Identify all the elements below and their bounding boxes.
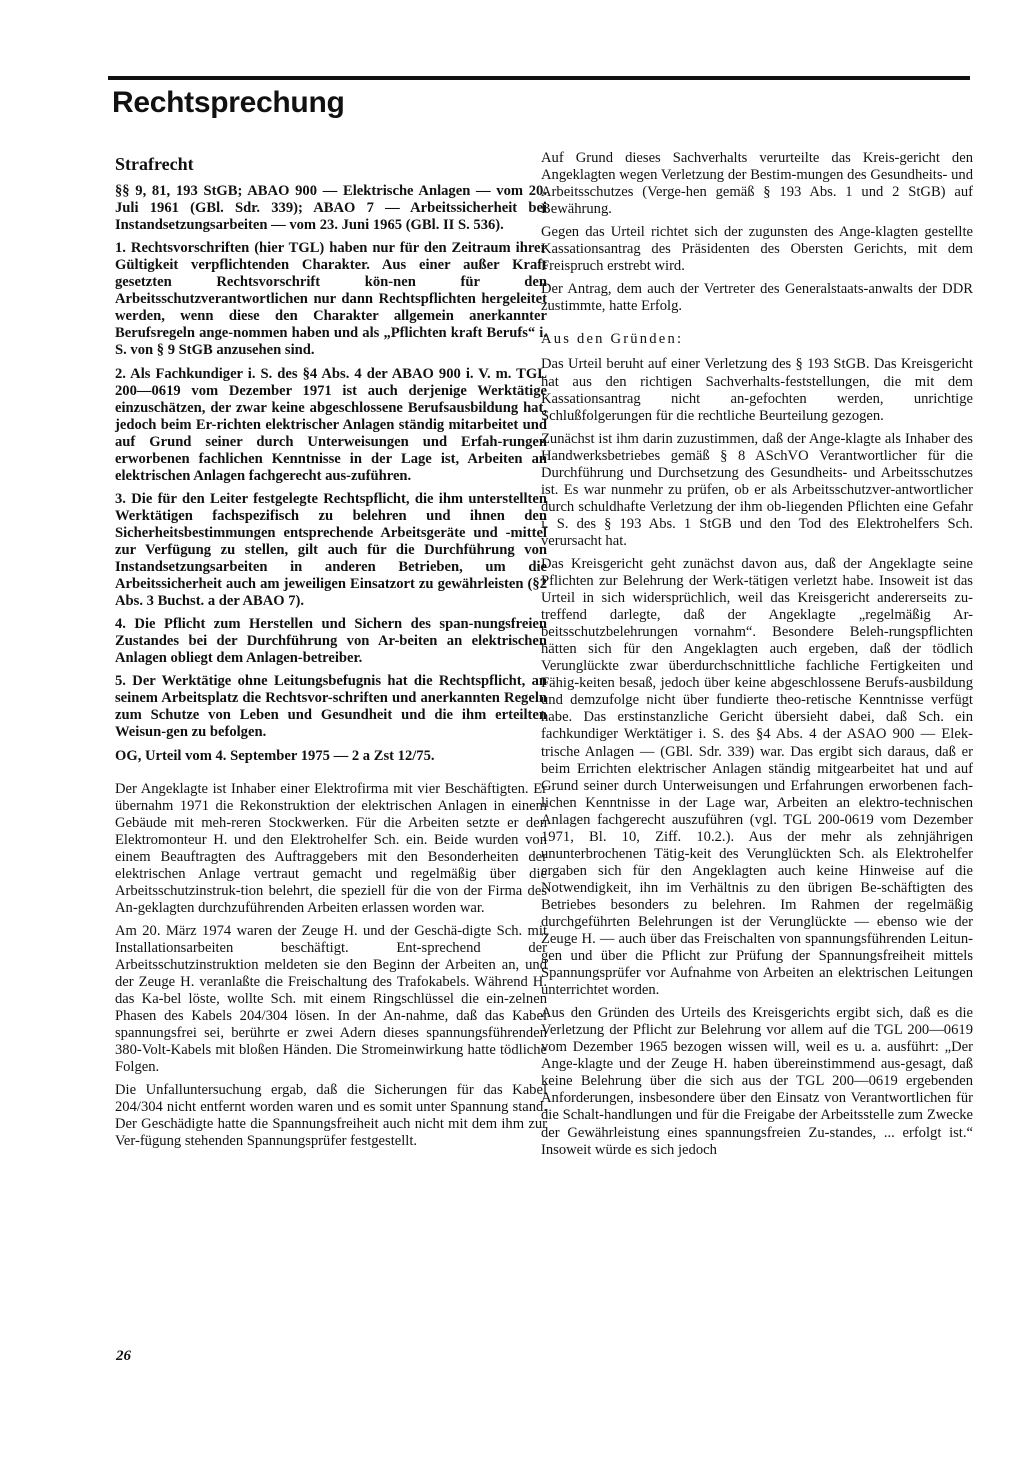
headnote-3: 3. Die für den Leiter festgelegte Rechtspflicht, die ihm unterstellten Werktätigen fachspezifisch zu belehren und ihnen den Sicherheitsbestimmungen entsprechende Arbeitsgeräte und -mittel zur Verfügung zu stellen, gilt auch für die Durchführung von Instandsetzungsarbeiten in anderen Betrieben, um die Arbeitssicherheit auch am jeweiligen Einsatzort zu gewährleisten (§2 Abs. 3 Buchst. a der ABAO 7).	[115, 490, 547, 610]
case-citation: OG, Urteil vom 4. September 1975 — 2 a Zst 12/75.	[115, 747, 435, 764]
page-number: 26	[116, 1348, 131, 1364]
body-paragraph: Am 20. März 1974 waren der Zeuge H. und der Geschä-digte Sch. mit Installationsarbeiten beschäftigt. Ent-sprechend der Arbeitsschutzinstruktion meldeten sie den Beginn der Arbeiten an, und der Zeuge H. veranlaßte die Freischaltung des Trafokabels. Während H. das Ka-bel löste, wollte Sch. mit einem Ringschlüssel die ein-zelnen Phasen des Kabels 204/304 lösen. In der An-nahme, daß das Kabel spannungsfrei sei, berührte er zwei Adern dieses spannungsführenden 380-Volt-Kabels mit bloßen Händen. Die Stromeinwirkung hatte tödliche Folgen.	[115, 922, 547, 1076]
page-title: Rechtsprechung	[112, 86, 345, 119]
body-paragraph: Gegen das Urteil richtet sich der zugunsten des Ange-klagten gestellte Kassationsantrag des Präsidenten des Obersten Gerichts, mit dem Freispruch erstrebt wird.	[541, 224, 973, 275]
body-paragraph: Das Urteil beruht auf einer Verletzung des § 193 StGB. Das Kreisgericht hat aus den richtigen Sachverhalts-feststellungen, die mit dem Kassationsantrag nicht an-gefochten werden, unrichtige Schlußfolgerungen für die rechtliche Beurteilung gezogen.	[541, 356, 973, 424]
legal-basis: §§ 9, 81, 193 StGB; ABAO 900 — Elektrische Anlagen — vom 20. Juli 1961 (GBl. Sdr. 339); ABAO 7 — Arbeitssicherheit bei Instandsetzungsarbeiten — vom 23. Juni 1965 (GBl. II S. 536).	[115, 183, 547, 234]
left-column	[115, 150, 547, 1157]
headnote-1: 1. Rechtsvorschriften (hier TGL) haben nur für den Zeitraum ihrer Gültigkeit verpflichtenden Charakter. Aus einer außer Kraft gesetzten Rechtsvorschrift kön-nen für den Arbeitsschutzverantwortlichen nur dann Rechtspflichten hergeleitet werden, wenn diese den Charakter allgemein anerkannter Berufsregeln ange-nommen haben und als „Pflichten kraft Berufs“ i. S. von § 9 StGB anzusehen sind.	[115, 240, 547, 359]
headnote-2: 2. Als Fachkundiger i. S. des §4 Abs. 4 der ABAO 900 i. V. m. TGL 200—0619 vom Dezember 1971 ist auch derjenige Werktätige einzuschätzen, der zwar keine abgeschlossene Berufsausbildung hat, jedoch beim Er-richten elektrischer Anlagen ständig mitarbeitet und auf Grund seiner durch Unterweisungen und Erfah-rungen erworbenen fachlichen Kenntnisse in der Lage ist, Arbeiten an elektrischen Anlagen fachgerecht aus-zuführen.	[115, 365, 547, 484]
body-paragraph: Aus den Gründen des Urteils des Kreisgerichts ergibt sich, daß es die Verletzung der Pflicht zur Belehrung vor allem auf die TGL 200—0619 vom Dezember 1965 bezogen wissen will, weil es u. a. ausführt: „Der Ange-klagte und der Zeuge H. haben übereinstimmend aus-gesagt, daß keine Belehrung über die sich aus der TGL 200—0619 ergebenden Anforderungen, insbesondere über den Einsatz von Verantwortlichen für die Schalt-handlungen und für die Freigabe der Arbeitsstelle zum Zwecke der Gewährleistung eines spannungsfreien Zu-standes, ... erfolgt ist.“ Insoweit würde es sich jedoch	[541, 1005, 973, 1158]
body-paragraph: Die Unfalluntersuchung ergab, daß die Sicherungen für das Kabel 204/304 nicht entfernt worden waren und es somit unter Spannung stand. Der Geschädigte hatte die Spannungsfreiheit auch nicht mit dem ihm zur Ver-fügung stehenden Spannungsprüfer festgestellt.	[115, 1082, 547, 1150]
section-title: Strafrecht	[115, 154, 194, 174]
body-paragraph: Der Angeklagte ist Inhaber einer Elektrofirma mit vier Beschäftigten. Er übernahm 1971 die Rekonstruktion der elektrischen Anlagen in einem Gebäude mit meh-reren Stockwerken. Für die Arbeiten setzte er den Elektromonteur H. und den Elektrohelfer Sch. ein. Beide wurden von einem Beauftragten des Auftraggebers mit den Besonderheiten der elektrischen Anlage vertraut gemacht und regelmäßig über die Arbeitsschutzinstruk-tion belehrt, die speziell für die von der Firma des An-geklagten durchzuführenden Arbeiten erlassen worden war.	[115, 780, 547, 916]
right-column	[541, 150, 973, 1165]
headnote-5: 5. Der Werktätige ohne Leitungsbefugnis hat die Rechtspflicht, an seinem Arbeitsplatz die Rechtsvor-schriften und anerkannten Regeln zum Schutze von Leben und Gesundheit und die ihm erteilten Weisun-gen zu befolgen.	[115, 673, 547, 741]
body-paragraph: Der Antrag, dem auch der Vertreter des Generalstaats-anwalts der DDR zustimmte, hatte Erfolg.	[541, 281, 973, 315]
headnote-4: 4. Die Pflicht zum Herstellen und Sichern des span-nungsfreien Zustandes bei der Durchführung von Ar-beiten an elektrischen Anlagen obliegt dem Anlagen-betreiber.	[115, 616, 547, 667]
reasons-heading: Aus den Gründen:	[541, 331, 684, 348]
body-paragraph: Zunächst ist ihm darin zuzustimmen, daß der Ange-klagte als Inhaber des Handwerksbetriebes gemäß § 8 ASchVO Verantwortlicher für die Durchführung und Durchsetzung des Gesundheits- und Arbeitsschutzes ist. Es war nunmehr zu prüfen, ob er als Arbeitsschutzver-antwortlicher durch schuldhafte Verletzung der ihm ob-liegenden Pflichten eine Gefahr i. S. des § 193 Abs. 1 StGB und den Tod des Elektrohelfers Sch. verursacht hat.	[541, 430, 973, 549]
body-paragraph: Das Kreisgericht geht zunächst davon aus, daß der Angeklagte seine Pflichten zur Belehrung der Werk-tätigen verletzt habe. Insoweit ist das Urteil in sich widersprüchlich, weil das Kreisgericht andererseits zu-treffend darlegte, daß der Angeklagte „regelmäßig Ar-beitsschutzbelehrungen vornahm“. Besondere Beleh-rungspflichten hätten sich für den Angeklagten auch ergeben, daß der tödlich Verunglückte zwar überdurchschnittliche fachliche Fertigkeiten und Fähig-keiten besaß, jedoch über keine abgeschlossene Berufs-ausbildung und demzufolge nicht über fundierte theo-retische Kenntnisse verfügt habe. Das erstinstanzliche Gericht übersieht dabei, daß Sch. ein fachkundiger Werktätiger i. S. des §4 Abs. 4 der ASAO 900 — Elek-trische Anlagen — (GBl. Sdr. 339) war. Das ergibt sich daraus, daß er beim Errichten elektrischer Anlagen ständig mitgearbeitet hat und auf Grund seiner durch Unterweisungen und Erfahrungen erworbenen fach-lichen Kenntnisse in der Lage war, Arbeiten an elektro-technischen Anlagen fachgerecht auszuführen (vgl. TGL 200-0619 vom Dezember 1971, Bl. 10, Ziff. 10.2.). Aus der mehr als zehnjährigen ununterbrochenen Tätig-keit des Verunglückten Sch. als Elektrohelfer ergaben sich für den Angeklagten auch keine Hinweise auf die Notwendigkeit, ihn im Verhältnis zu den übrigen Be-schäftigten des Betriebes besonders zu belehren. Im Rahmen der regelmäßig durchgeführten Belehrungen ist der Verunglückte — ebenso wie der Zeuge H. — auch über das Freischalten von spannungsführenden Leitun-gen und über die Pflicht zur Prüfung der Spannungsfreiheit mittels Spannungsprüfer vor Aufnahme von Arbeiten an elektrischen Leitungen unterrichtet worden.	[541, 555, 973, 999]
body-paragraph: Auf Grund dieses Sachverhalts verurteilte das Kreis-gericht den Angeklagten wegen Verletzung der Bestim-mungen des Gesundheits- und Arbeitsschutzes (Verge-hen gemäß § 193 Abs. 1 und 2 StGB) auf Bewährung.	[541, 150, 973, 218]
header-rule	[108, 76, 970, 80]
